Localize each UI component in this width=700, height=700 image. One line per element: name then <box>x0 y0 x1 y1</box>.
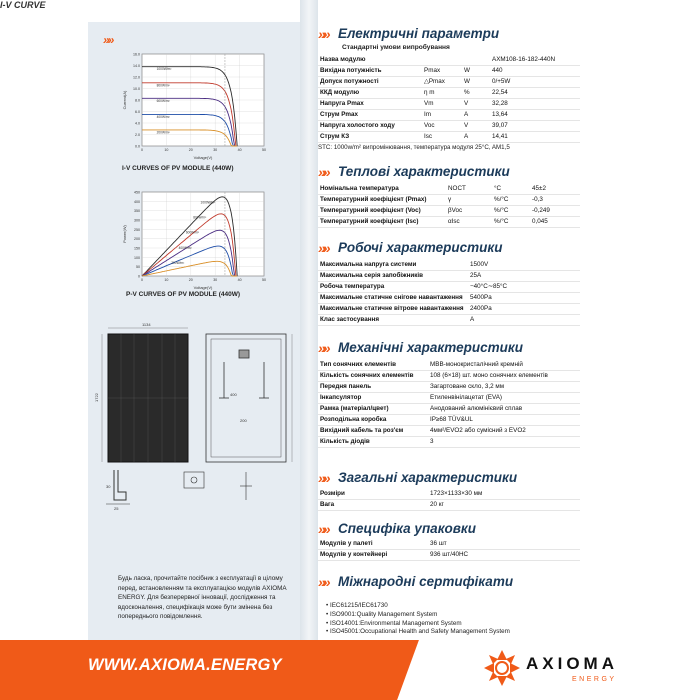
working-row <box>318 314 580 325</box>
packing-cell: 36 шт <box>428 538 580 549</box>
thermal-cell: Номінальна температура <box>318 183 446 194</box>
x-tick-label: 30 <box>213 278 218 282</box>
general-cell: Вага <box>318 499 428 510</box>
electrical-cell: Im <box>422 109 462 120</box>
mechanical-cell: Інкапсулятор <box>318 392 428 403</box>
electrical-row <box>318 109 580 120</box>
series-label: 800W/m² <box>193 215 207 220</box>
mechanical-title: Механічні характеристики <box>338 340 523 355</box>
brand-subtitle: ENERGY <box>572 676 617 683</box>
y-tick-label: 0.0 <box>135 144 140 149</box>
electrical-cell: 0/+5W <box>490 76 580 87</box>
working-row <box>318 292 580 303</box>
thermal-table <box>318 183 580 228</box>
working-cell: Робоча температура <box>318 281 468 292</box>
electrical-cell: % <box>462 87 490 98</box>
y-tick-label: 12.0 <box>133 75 140 80</box>
packing-cell: 936 шт/40HC <box>428 549 580 560</box>
y-tick-label: 0 <box>138 274 140 279</box>
electrical-cell: 14,41 <box>490 131 580 142</box>
series-label: 800W/m² <box>156 83 170 88</box>
x-tick-label: 40 <box>237 148 242 152</box>
certs-list <box>326 602 510 637</box>
mechanical-row <box>318 414 580 425</box>
general-cell: 20 кг <box>428 499 580 510</box>
general-table <box>318 488 580 511</box>
y-tick-label: 450 <box>134 190 140 195</box>
thermal-cell: Температурний коефіцієнт (Pmax) <box>318 194 446 205</box>
electrical-cell: V <box>462 98 490 109</box>
thermal-cell: Температурний коефіцієнт (Isc) <box>318 216 446 227</box>
thermal-cell: -0,249 <box>530 205 580 216</box>
electrical-cell: η m <box>422 87 462 98</box>
working-row <box>318 303 580 314</box>
dim-width: 1134 <box>142 322 151 327</box>
stc-note: STC: 1000w/m² випромінювання, температура модуля 25°C, AM1,5 <box>318 144 510 151</box>
electrical-row <box>318 76 580 87</box>
x-tick-label: 20 <box>188 278 193 282</box>
cert-item: • ISO9001:Quality Management System <box>326 611 510 620</box>
mechanical-cell: 4мм²/EVO2 або сумісний з EVO2 <box>428 425 580 436</box>
y-tick-label: 250 <box>134 227 140 232</box>
dim-mount-1: 400 <box>230 392 237 397</box>
thermal-cell: %/°C <box>492 205 530 216</box>
thermal-row <box>318 194 580 205</box>
mechanical-table <box>318 359 580 448</box>
electrical-cell: 32,28 <box>490 98 580 109</box>
electrical-cell: AXM108-16-182-440N <box>490 54 580 65</box>
x-tick-label: 20 <box>188 148 193 152</box>
series-label: 400W/m² <box>178 245 192 250</box>
chevron-icon: »» <box>318 26 328 42</box>
mechanical-cell: IP≥68 TÜV&UL <box>428 414 580 425</box>
electrical-cell: Vm <box>422 98 462 109</box>
electrical-cell: A <box>462 131 490 142</box>
working-cell: 5400Pa <box>468 292 580 303</box>
electrical-cell: Voc <box>422 120 462 131</box>
electrical-cell: Струм Pmax <box>318 109 422 120</box>
series-label: 200W/m² <box>171 260 185 265</box>
thermal-row <box>318 205 580 216</box>
electrical-cell: △Pmax <box>422 76 462 87</box>
dim-height: 1722 <box>94 393 99 402</box>
general-title: Загальні характеристики <box>338 470 518 485</box>
series-label: 1000W/m² <box>156 67 172 72</box>
packing-row <box>318 549 580 560</box>
packing-cell: Модулів у контейнері <box>318 549 428 560</box>
thermal-cell: 45±2 <box>530 183 580 194</box>
chevron-icon: »» <box>318 521 328 537</box>
certs-title: Міжнародні сертифікати <box>338 574 514 589</box>
axioma-logo-icon <box>482 648 522 688</box>
working-cell: −40°C∼85°C <box>468 281 580 292</box>
working-cell: Клас застосування <box>318 314 468 325</box>
chevron-icon: »» <box>318 240 328 256</box>
thermal-row <box>318 183 580 194</box>
electrical-cell: A <box>462 109 490 120</box>
electrical-row <box>318 120 580 131</box>
mechanical-row <box>318 436 580 447</box>
electrical-cell: Isc <box>422 131 462 142</box>
thermal-cell: NOCT <box>446 183 492 194</box>
mechanical-cell: MBB-монокристалічний кремній <box>428 359 580 370</box>
working-cell: Максимальна серія запобіжників <box>318 270 468 281</box>
y-tick-label: 4.0 <box>135 121 140 126</box>
mechanical-row <box>318 392 580 403</box>
mechanical-row <box>318 370 580 381</box>
x-tick-label: 10 <box>164 278 169 282</box>
mechanical-row <box>318 403 580 414</box>
series-label: 600W/m² <box>156 98 170 103</box>
electrical-cell: 440 <box>490 65 580 76</box>
general-row <box>318 488 580 499</box>
brand-name: AXIOMA <box>526 654 618 673</box>
mechanical-cell: 108 (6×18) шт. моно сонячних елементів <box>428 370 580 381</box>
electrical-table <box>318 54 580 143</box>
working-table <box>318 259 580 326</box>
electrical-cell: Вихідна потужність <box>318 65 422 76</box>
y-tick-label: 8.0 <box>135 98 140 103</box>
electrical-title: Електричні параметри <box>338 26 500 41</box>
y-tick-label: 2.0 <box>135 133 140 137</box>
mechanical-cell: Передня панель <box>318 381 428 392</box>
chevron-icon: »» <box>318 574 328 590</box>
electrical-cell: 13,64 <box>490 109 580 120</box>
mechanical-cell: Кількість сонячних елементів <box>318 370 428 381</box>
electrical-row <box>318 54 580 65</box>
working-cell: Максимальне статичне снігове навантаження <box>318 292 468 303</box>
y-tick-label: 16.0 <box>133 52 140 57</box>
x-tick-label: 0 <box>141 278 143 282</box>
cert-item: • ISO14001:Environmental Management System <box>326 620 510 629</box>
mechanical-cell: Розподільна коробка <box>318 414 428 425</box>
x-tick-label: 10 <box>164 148 169 152</box>
thermal-title: Теплові характеристики <box>338 164 510 179</box>
electrical-cell: Pmax <box>422 65 462 76</box>
y-tick-label: 100 <box>134 255 140 260</box>
working-row <box>318 259 580 270</box>
electrical-cell: Допуск потужності <box>318 76 422 87</box>
packing-table <box>318 538 580 561</box>
iv-caption: I-V CURVES OF PV MODULE (440W) <box>122 165 234 172</box>
general-cell: 1723×1133×30 мм <box>428 488 580 499</box>
y-axis-label: Current(A) <box>122 90 127 110</box>
mechanical-cell: Тип сонячних елементів <box>318 359 428 370</box>
thermal-cell: %/°C <box>492 194 530 205</box>
x-tick-label: 0 <box>141 148 143 152</box>
iv-chart <box>120 50 270 162</box>
mechanical-cell: Рамка (матеріал/цвет) <box>318 403 428 414</box>
mounting-detail <box>184 472 252 500</box>
chevron-icon: »» <box>318 340 328 356</box>
y-tick-label: 200 <box>134 237 140 242</box>
electrical-cell: 39,07 <box>490 120 580 131</box>
thermal-cell: αIsc <box>446 216 492 227</box>
y-tick-label: 400 <box>134 199 140 204</box>
cert-item: • ISO45001:Occupational Health and Safety Management System <box>326 628 510 637</box>
series-label: 1000W/m² <box>200 200 216 205</box>
website-link[interactable]: WWW.AXIOMA.ENERGY <box>88 656 282 674</box>
module-dimension-drawing <box>96 322 296 512</box>
general-cell: Розміри <box>318 488 428 499</box>
x-tick-label: 40 <box>237 278 242 282</box>
disclaimer-note: Будь ласка, прочитайте посібник з експлуатації в цілому перед, встановленням та експлуатацією модулів AXIOMA ENERGY. Для безперервної інновації, дослідження та вдосконалення, специфікація може бути змінена без попереднього повідомлення. <box>118 575 287 621</box>
thermal-cell: βVoc <box>446 205 492 216</box>
series-label: 200W/m² <box>156 130 170 135</box>
packing-title: Специфіка упаковки <box>338 521 477 536</box>
electrical-cell: Напруга Pmax <box>318 98 422 109</box>
x-axis-label: Voltage(V) <box>193 285 213 290</box>
working-row <box>318 270 580 281</box>
thermal-row <box>318 216 580 227</box>
working-cell: Максимальна напруга системи <box>318 259 468 270</box>
y-tick-label: 300 <box>134 218 140 223</box>
thermal-cell: γ <box>446 194 492 205</box>
dim-frame-height: 30 <box>106 484 111 489</box>
y-tick-label: 14.0 <box>133 64 140 68</box>
chevron-icon: »» <box>318 470 328 486</box>
electrical-cell <box>422 54 462 65</box>
mechanical-cell: Етиленвінілацетат (EVA) <box>428 392 580 403</box>
chevron-icon: »» <box>318 164 328 180</box>
mechanical-cell: Загартоване скло, 3,2 мм <box>428 381 580 392</box>
mechanical-cell: 3 <box>428 436 580 447</box>
thermal-cell: 0,045 <box>530 216 580 227</box>
y-tick-label: 10.0 <box>133 87 140 91</box>
packing-cell: Модулів у палеті <box>318 538 428 549</box>
series-label: 600W/m² <box>185 230 199 235</box>
electrical-cell: 22,54 <box>490 87 580 98</box>
electrical-cell: W <box>462 76 490 87</box>
electrical-cell: W <box>462 65 490 76</box>
thermal-cell: °C <box>492 183 530 194</box>
y-tick-label: 150 <box>134 246 140 251</box>
mechanical-cell: Вихідний кабель та роз'єм <box>318 425 428 436</box>
pv-caption: P-V CURVES OF PV MODULE (440W) <box>126 291 241 298</box>
electrical-row <box>318 131 580 142</box>
mechanical-row <box>318 381 580 392</box>
mechanical-cell: Кількість діодів <box>318 436 428 447</box>
thermal-cell: %/°C <box>492 216 530 227</box>
pv-chart <box>120 188 270 292</box>
packing-row <box>318 538 580 549</box>
electrical-cell: ККД модулю <box>318 87 422 98</box>
thermal-cell: Температурний коефіцієнт (Voc) <box>318 205 446 216</box>
mechanical-cell: Анодований алюмінієвий сплав <box>428 403 580 414</box>
working-cell: 1500V <box>468 259 580 270</box>
electrical-cell <box>462 54 490 65</box>
panel-front-view <box>108 334 188 462</box>
mechanical-row <box>318 425 580 436</box>
general-row <box>318 499 580 510</box>
y-axis-label: Power(W) <box>122 225 127 243</box>
electrical-subtitle: Стандартні умови випробування <box>342 44 450 51</box>
dim-frame-width: 25 <box>114 506 119 511</box>
electrical-row <box>318 98 580 109</box>
working-cell: A <box>468 314 580 325</box>
dim-mount-2: 200 <box>240 418 247 423</box>
electrical-row <box>318 65 580 76</box>
panel-back-view <box>206 334 286 462</box>
chevron-icon: »» <box>103 33 113 47</box>
working-cell: 25A <box>468 270 580 281</box>
iv-curve-title: I-V CURVE <box>0 0 46 10</box>
working-title: Робочі характеристики <box>338 240 503 255</box>
x-axis-label: Voltage(V) <box>193 155 213 160</box>
working-cell: Максимальне статичне вітрове навантаження <box>318 303 468 314</box>
y-tick-label: 350 <box>134 209 140 214</box>
thermal-cell: -0,3 <box>530 194 580 205</box>
working-cell: 2400Pa <box>468 303 580 314</box>
x-tick-label: 30 <box>213 148 218 152</box>
column-divider <box>300 0 318 700</box>
electrical-cell: Струм КЗ <box>318 131 422 142</box>
electrical-cell: V <box>462 120 490 131</box>
working-row <box>318 281 580 292</box>
electrical-cell: Назва модулю <box>318 54 422 65</box>
x-tick-label: 50 <box>262 278 266 282</box>
cert-item: • IEC61215/IEC61730 <box>326 602 510 611</box>
mechanical-row <box>318 359 580 370</box>
electrical-cell: Напруга холостого ходу <box>318 120 422 131</box>
electrical-row <box>318 87 580 98</box>
series-label: 400W/m² <box>156 114 170 119</box>
y-tick-label: 50 <box>136 265 140 270</box>
x-tick-label: 50 <box>262 148 266 152</box>
y-tick-label: 6.0 <box>135 110 140 114</box>
